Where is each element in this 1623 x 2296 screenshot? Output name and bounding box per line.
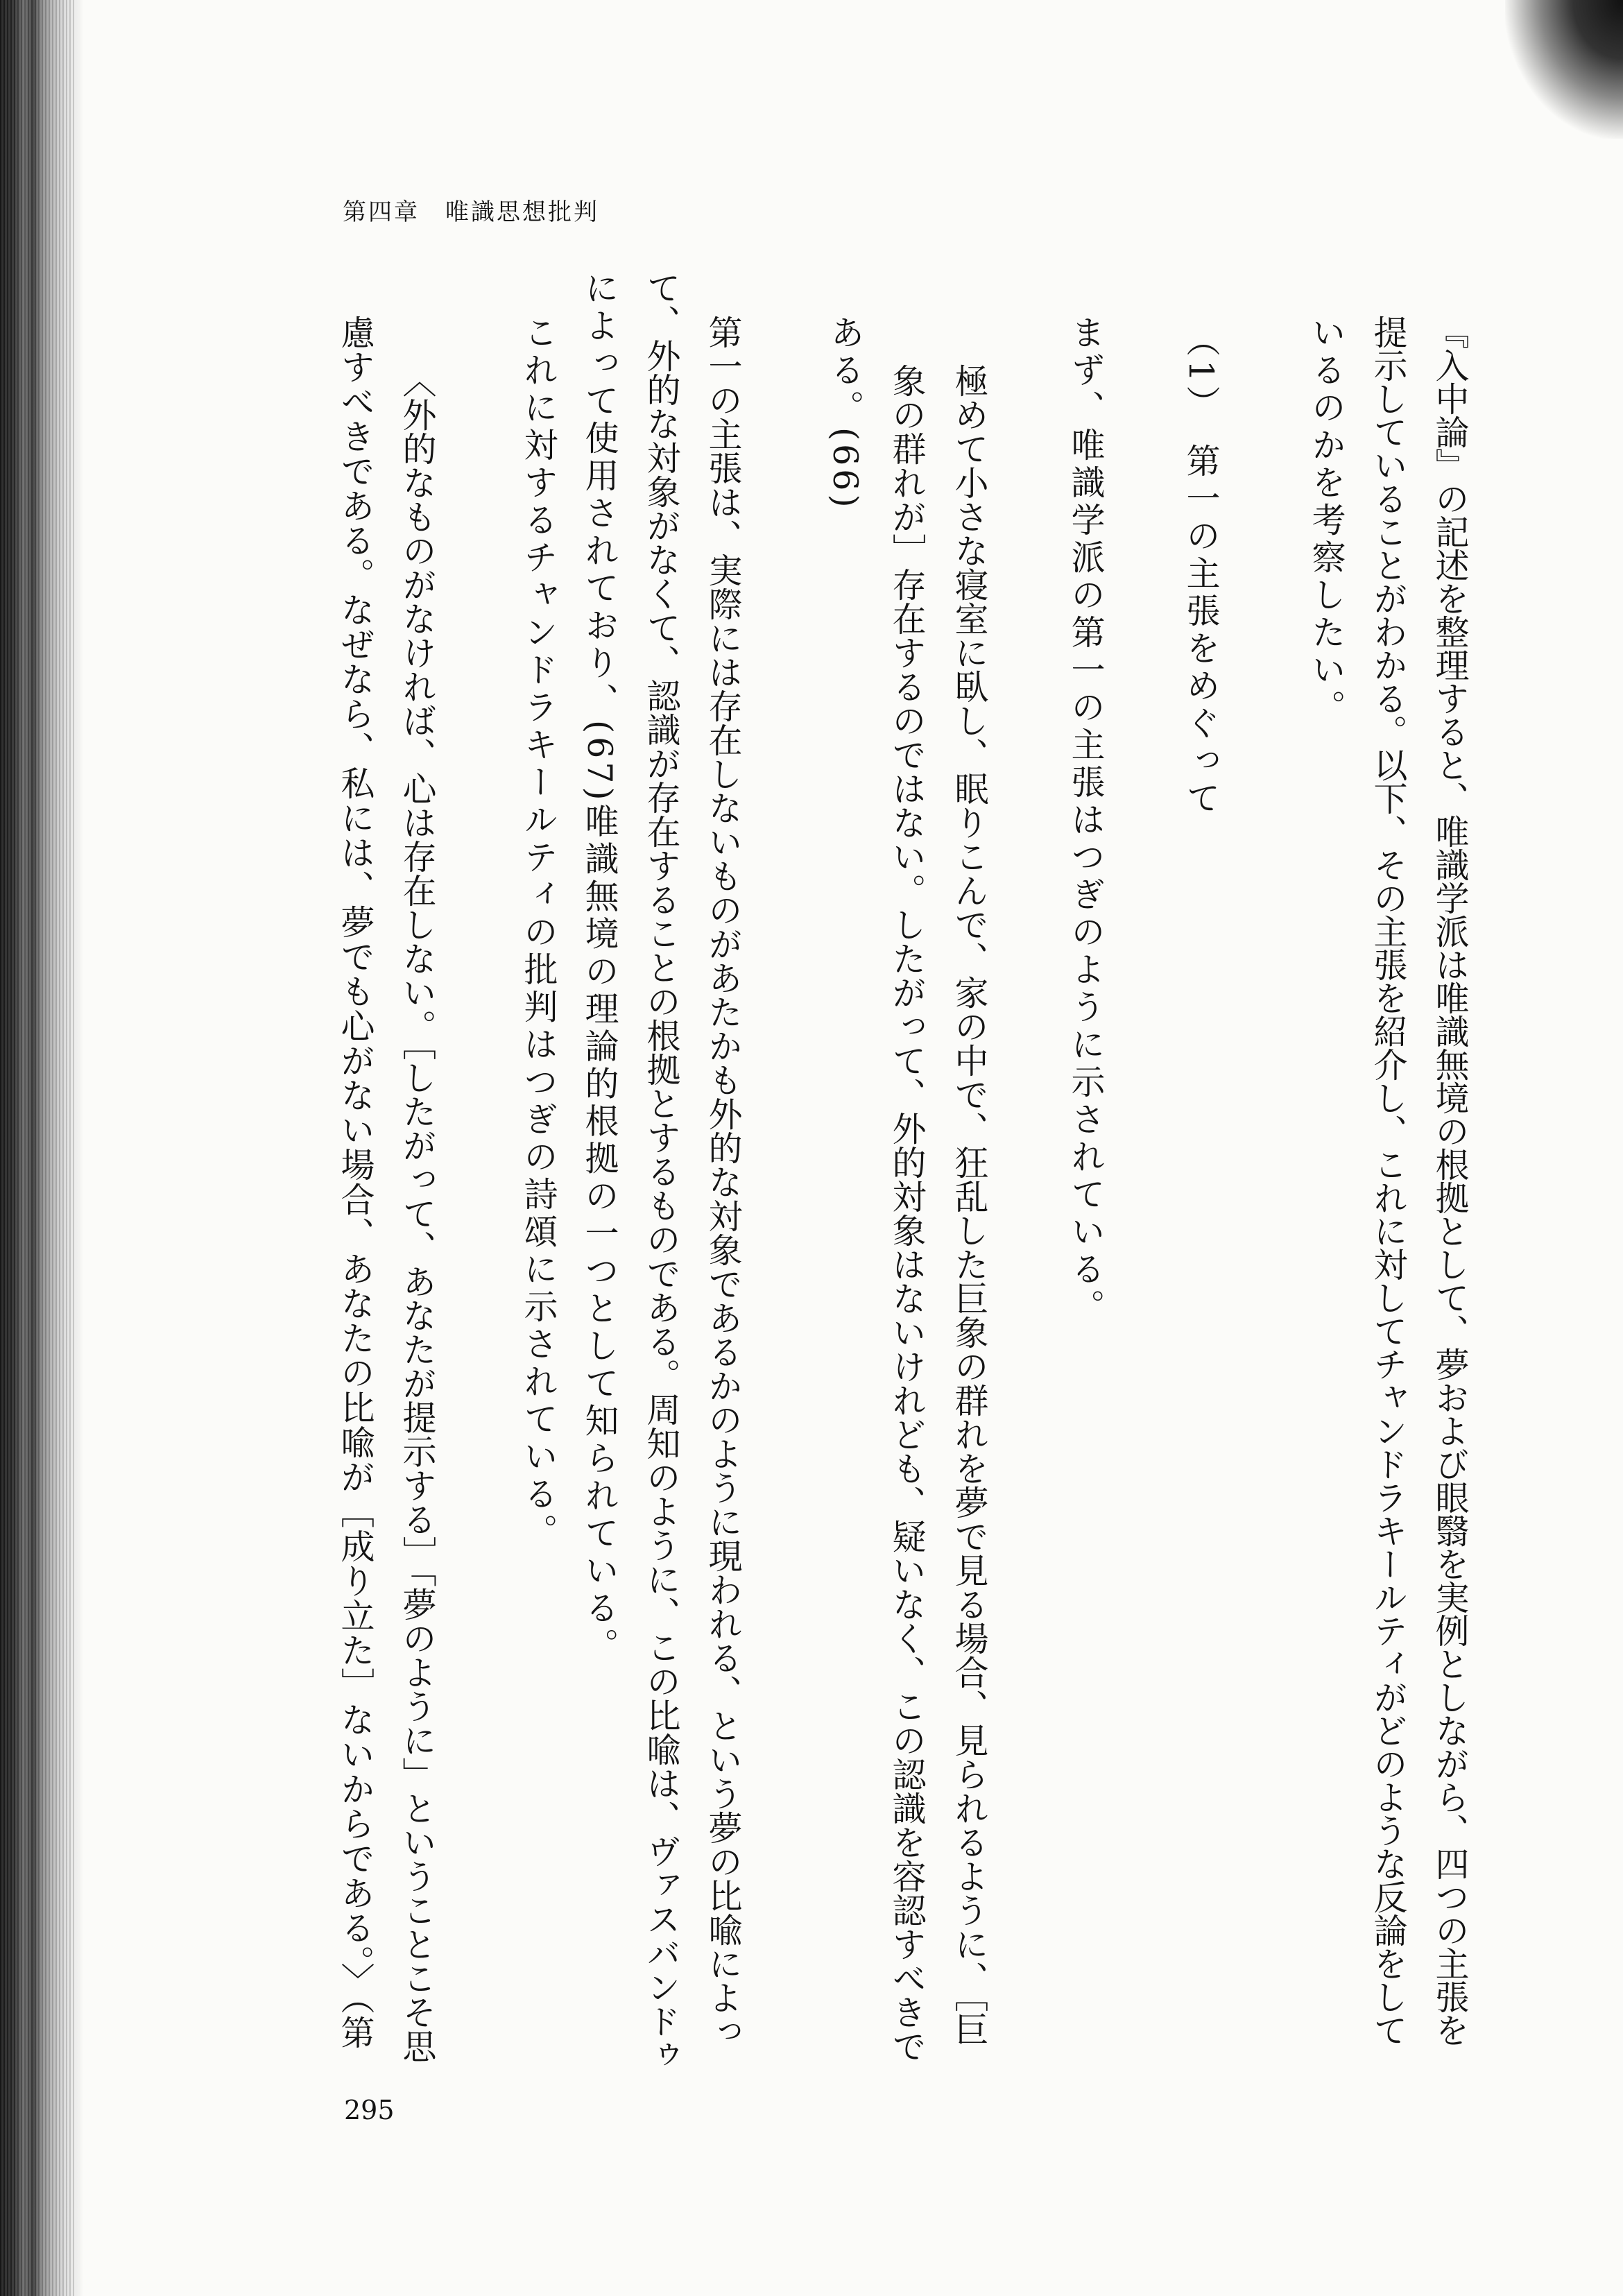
running-head: 第四章 唯識思想批判 [343, 198, 599, 226]
text-column: 提示していることがわかる。以下、その主張を紹介し、これに対してチャンドラキールティがどのような反論をして [1368, 315, 1408, 2046]
text-column: 第一の主張は、実際には存在しないものがあたかも外的な対象であるかのように現われる、という夢の比喩によっ [703, 315, 743, 2048]
section-heading: （1） 第一の主張をめぐって [1181, 323, 1221, 818]
text-column: いるのかを考察したい。 [1307, 315, 1346, 727]
verse-column: 慮すべきである。なぜなら、私には、夢でも心がない場合、あなたの比喩が［成り立た］ないからである。〉（第 [336, 315, 375, 2050]
scan-gutter-lines [0, 0, 76, 2296]
text-column: これに対するチャンドラキールティの批判はつぎの詩頌に示されている。 [519, 315, 558, 1551]
quote-column: 極めて小さな寝室に臥し、眠りこんで、家の中で、狂乱した巨象の群れを夢で見る場合、見られるように、［巨 [950, 363, 989, 2046]
text-column: によって使用されており、(67)唯識無境の理論的根拠の一つとして知られている。 [580, 271, 619, 1665]
page-number: 295 [344, 2095, 395, 2125]
quote-column: ある。(66) [825, 315, 865, 511]
verse-column: 〈外的なものがなければ、心は存在しない。［したがって、あなたが提示する］「夢のように」ということこそ思 [397, 363, 437, 2063]
scan-corner-shadow [1505, 0, 1623, 139]
text-column: まず、唯識学派の第一の主張はつぎのように示されている。 [1066, 315, 1106, 1326]
quote-column: 象の群れが］存在するのではない。したがって、外的対象はないけれども、疑いなく、この認識を容認すべきで [887, 363, 927, 2063]
text-column: て、外的な対象がなくて、認識が存在することの根拠とするものである。周知のように、この比喩は、ヴァスバンドゥ [642, 271, 681, 2072]
text-column: 『入中論』の記述を整理すると、唯識学派は唯識無境の根拠として、夢および眼翳を実例としながら、四つの主張を [1430, 315, 1470, 2046]
